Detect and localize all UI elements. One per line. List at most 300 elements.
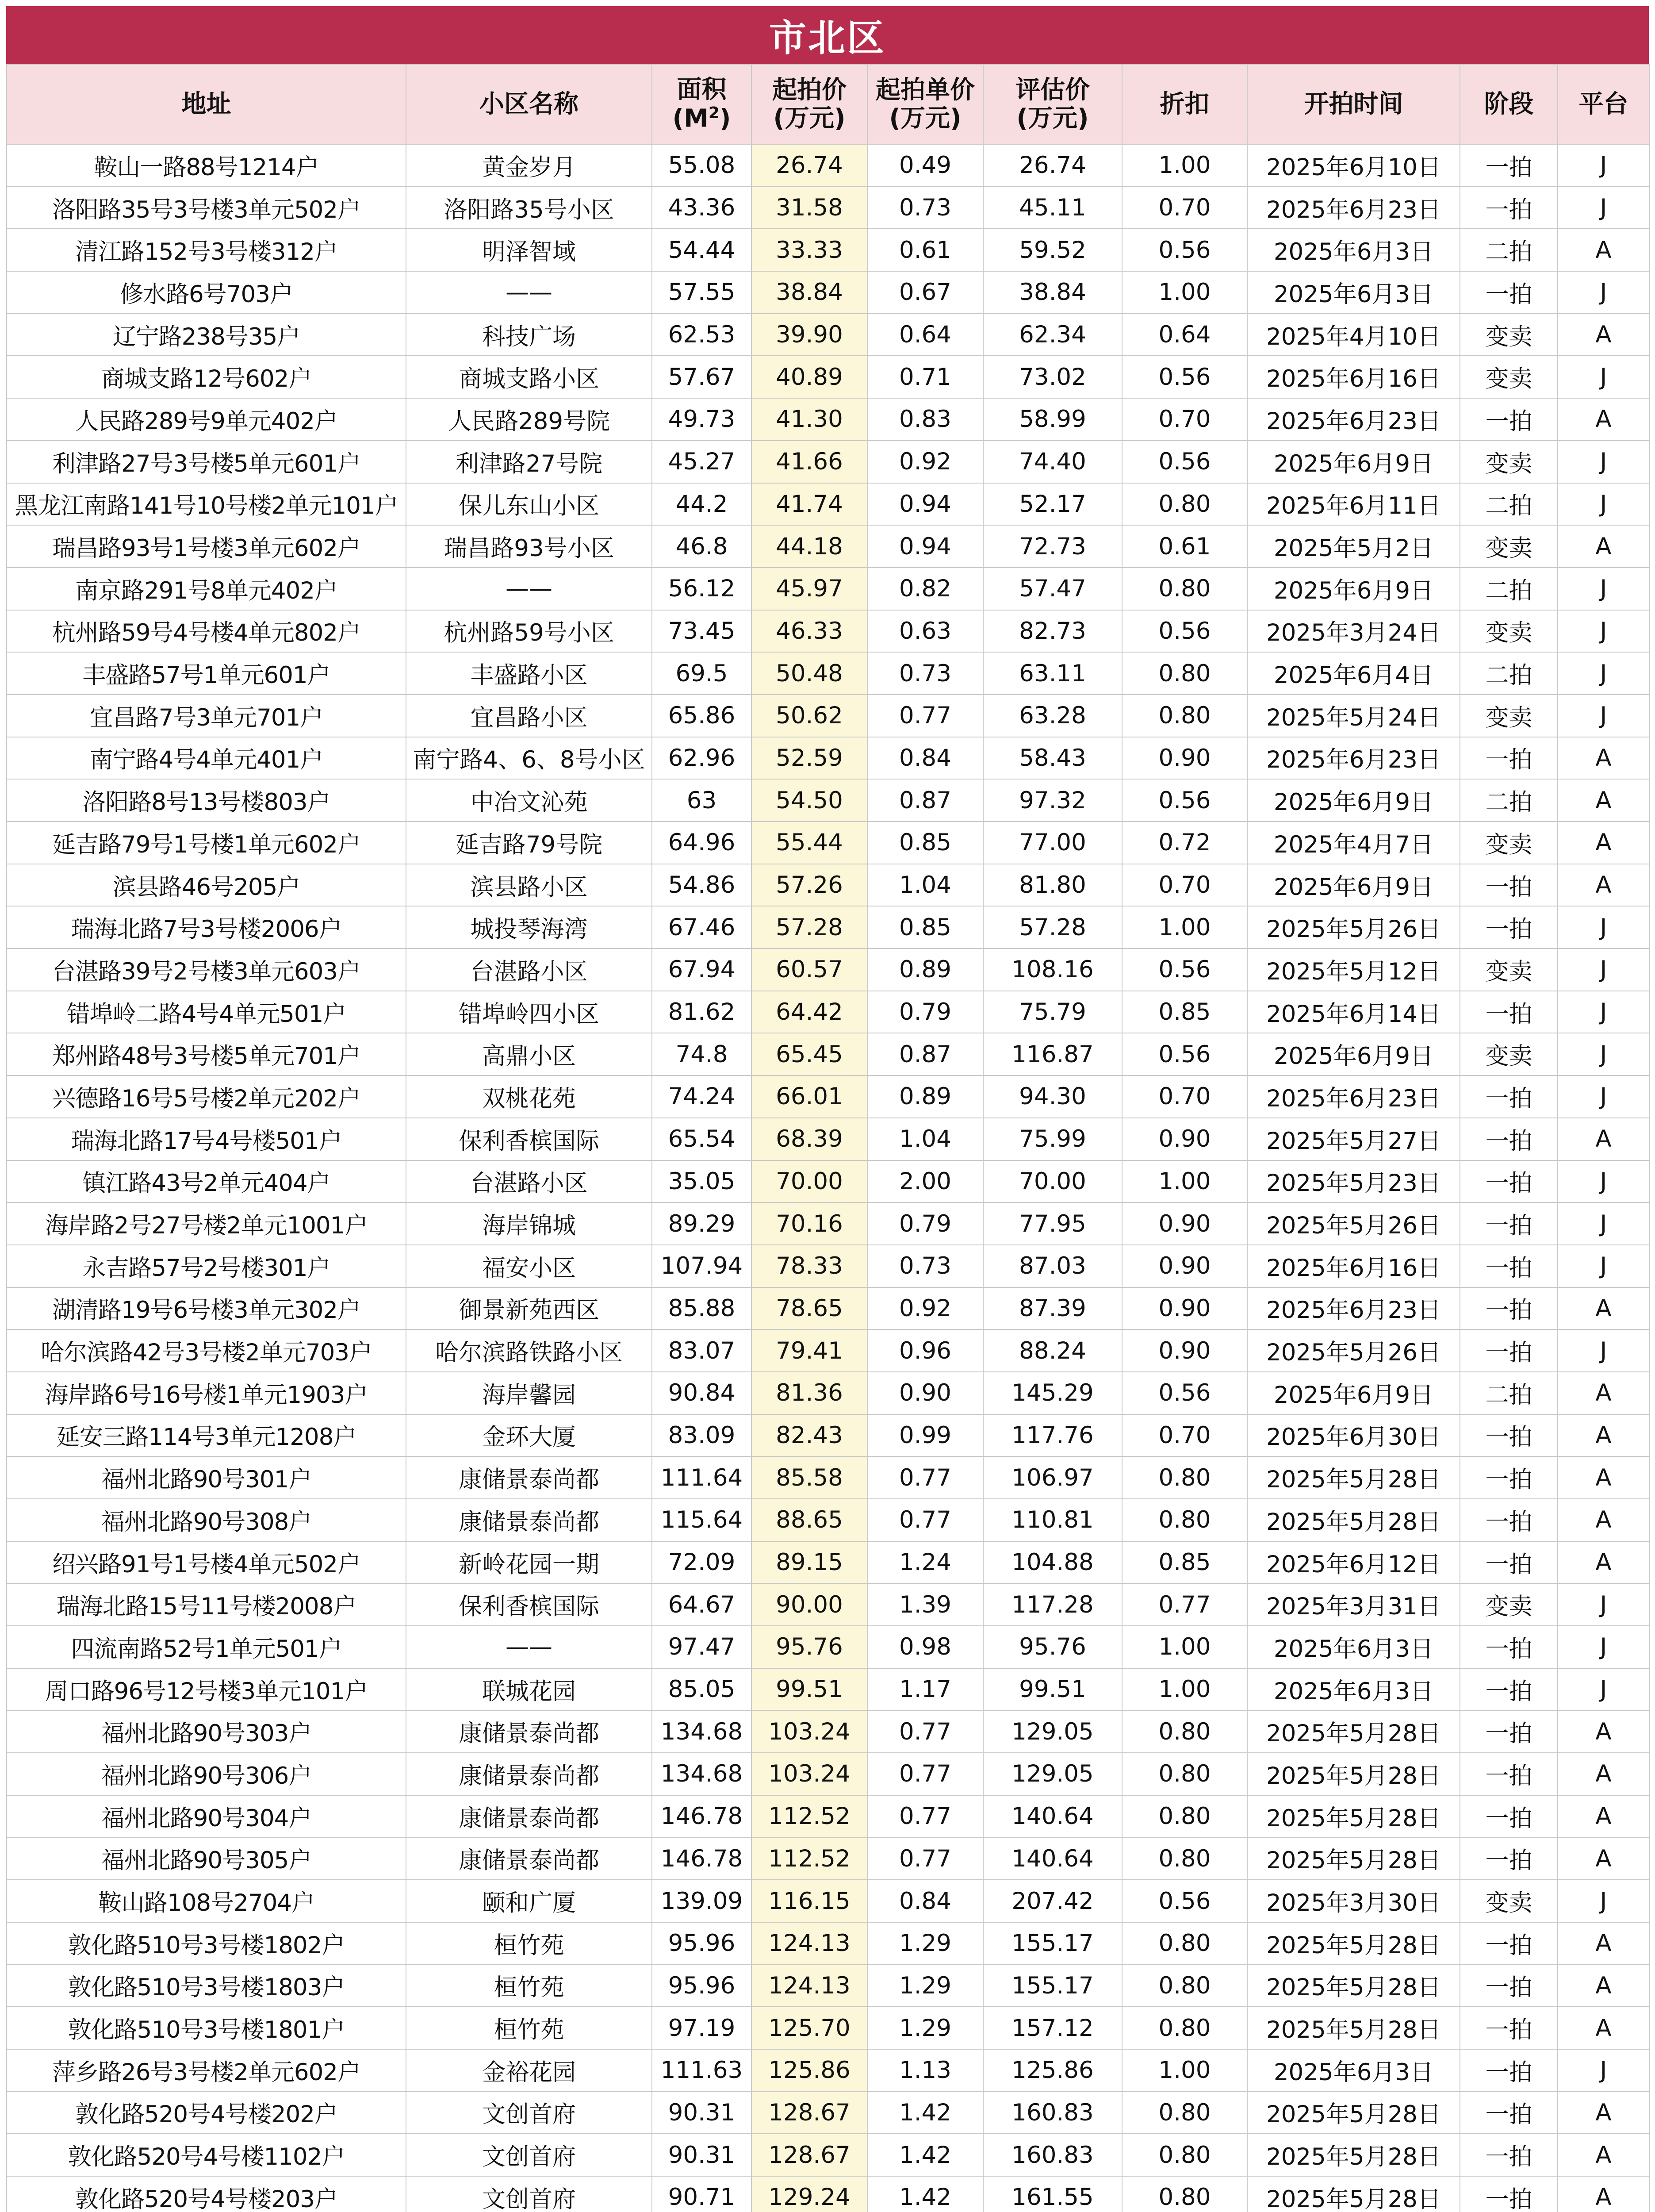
- unit-price-cell: 0.77: [867, 1838, 983, 1880]
- start-time-cell: 2025年4月10日: [1247, 314, 1460, 356]
- header-address: 地址: [7, 65, 406, 144]
- area-cell: 69.5: [652, 652, 751, 695]
- area-cell: 54.44: [652, 229, 751, 271]
- community-cell: 文创首府: [406, 2092, 652, 2134]
- address-cell: 永吉路57号2号楼301户: [7, 1245, 406, 1287]
- start-time-cell: 2025年6月9日: [1247, 1372, 1460, 1414]
- platform-cell: A: [1558, 525, 1649, 568]
- table-row: [7, 610, 1649, 653]
- start-price-cell: 95.76: [751, 1626, 867, 1668]
- stage-cell: 一拍: [1460, 1922, 1558, 1965]
- start-time-cell: 2025年5月28日: [1247, 1795, 1460, 1838]
- community-cell: 海岸馨园: [406, 1372, 652, 1414]
- discount-cell: 0.80: [1122, 1838, 1247, 1880]
- platform-cell: J: [1558, 441, 1649, 483]
- table-row: [7, 1668, 1649, 1711]
- unit-price-cell: 0.92: [867, 441, 983, 483]
- stage-cell: 变卖: [1460, 695, 1558, 737]
- start-price-cell: 78.65: [751, 1287, 867, 1330]
- start-time-cell: 2025年6月23日: [1247, 1287, 1460, 1330]
- community-cell: 康储景泰尚都: [406, 1838, 652, 1880]
- table-row: [7, 187, 1649, 229]
- address-cell: 宜昌路7号3单元701户: [7, 695, 406, 737]
- discount-cell: 1.00: [1122, 2049, 1247, 2092]
- area-cell: 90.31: [652, 2134, 751, 2176]
- start-price-cell: 65.45: [751, 1033, 867, 1075]
- table-row: [7, 441, 1649, 483]
- community-cell: 南宁路4、6、8号小区: [406, 737, 652, 780]
- stage-cell: 一拍: [1460, 737, 1558, 780]
- start-time-cell: 2025年6月14日: [1247, 991, 1460, 1033]
- stage-cell: 一拍: [1460, 1456, 1558, 1499]
- table-row: [7, 314, 1649, 356]
- community-cell: 颐和广厦: [406, 1880, 652, 1922]
- area-cell: 49.73: [652, 398, 751, 441]
- platform-cell: J: [1558, 483, 1649, 526]
- stage-cell: 一拍: [1460, 1202, 1558, 1245]
- community-cell: 保利香槟国际: [406, 1583, 652, 1626]
- start-price-cell: 78.33: [751, 1245, 867, 1287]
- community-cell: 高鼎小区: [406, 1033, 652, 1075]
- table-row: [7, 1456, 1649, 1499]
- stage-cell: 二拍: [1460, 652, 1558, 695]
- area-cell: 73.45: [652, 610, 751, 653]
- table-row: [7, 906, 1649, 949]
- unit-price-cell: 1.42: [867, 2176, 983, 2212]
- table-row: [7, 1329, 1649, 1372]
- stage-cell: 二拍: [1460, 229, 1558, 271]
- area-cell: 72.09: [652, 1541, 751, 1584]
- start-time-cell: 2025年3月24日: [1247, 610, 1460, 653]
- eval-price-cell: 106.97: [983, 1456, 1122, 1499]
- platform-cell: A: [1558, 398, 1649, 441]
- eval-price-cell: 116.87: [983, 1033, 1122, 1075]
- community-cell: 保儿东山小区: [406, 483, 652, 526]
- discount-cell: 1.00: [1122, 1626, 1247, 1668]
- start-price-cell: 116.15: [751, 1880, 867, 1922]
- header-eval-price-line2: (万元): [1016, 104, 1089, 133]
- address-cell: 敦化路520号4号楼1102户: [7, 2134, 406, 2176]
- unit-price-cell: 1.29: [867, 2007, 983, 2049]
- eval-price-cell: 82.73: [983, 610, 1122, 653]
- table-row: [7, 1160, 1649, 1203]
- platform-cell: A: [1558, 2092, 1649, 2134]
- start-price-cell: 85.58: [751, 1456, 867, 1499]
- unit-price-cell: 0.64: [867, 314, 983, 356]
- unit-price-cell: 0.77: [867, 1456, 983, 1499]
- address-cell: 周口路96号12号楼3单元101户: [7, 1668, 406, 1711]
- eval-price-cell: 81.80: [983, 864, 1122, 906]
- address-cell: 福州北路90号301户: [7, 1456, 406, 1499]
- community-cell: 金环大厦: [406, 1414, 652, 1457]
- area-cell: 67.46: [652, 906, 751, 949]
- address-cell: 洛阳路8号13号楼803户: [7, 779, 406, 822]
- stage-cell: 变卖: [1460, 525, 1558, 568]
- unit-price-cell: 0.73: [867, 1245, 983, 1287]
- unit-price-cell: 0.99: [867, 1414, 983, 1457]
- table-row: [7, 1202, 1649, 1245]
- table-row: [7, 356, 1649, 398]
- address-cell: 敦化路520号4号楼203户: [7, 2176, 406, 2212]
- address-cell: 敦化路510号3号楼1802户: [7, 1922, 406, 1965]
- address-cell: 人民路289号9单元402户: [7, 398, 406, 441]
- unit-price-cell: 0.77: [867, 1753, 983, 1795]
- start-price-cell: 112.52: [751, 1838, 867, 1880]
- area-cell: 57.67: [652, 356, 751, 398]
- start-time-cell: 2025年5月27日: [1247, 1118, 1460, 1160]
- eval-price-cell: 97.32: [983, 779, 1122, 822]
- table-row: [7, 1372, 1649, 1414]
- unit-price-cell: 0.87: [867, 1033, 983, 1075]
- platform-cell: J: [1558, 2049, 1649, 2092]
- community-cell: 御景新苑西区: [406, 1287, 652, 1330]
- eval-price-cell: 99.51: [983, 1668, 1122, 1711]
- stage-cell: 一拍: [1460, 2049, 1558, 2092]
- start-price-cell: 70.16: [751, 1202, 867, 1245]
- start-time-cell: 2025年3月31日: [1247, 1583, 1460, 1626]
- eval-price-cell: 161.55: [983, 2176, 1122, 2212]
- stage-cell: 变卖: [1460, 314, 1558, 356]
- address-cell: 清江路152号3号楼312户: [7, 229, 406, 271]
- start-price-cell: 103.24: [751, 1710, 867, 1753]
- start-time-cell: 2025年5月28日: [1247, 1922, 1460, 1965]
- community-cell: 台湛路小区: [406, 1160, 652, 1203]
- unit-price-cell: 0.90: [867, 1372, 983, 1414]
- table-row: [7, 1245, 1649, 1287]
- address-cell: 利津路27号3号楼5单元601户: [7, 441, 406, 483]
- area-cell: 81.62: [652, 991, 751, 1033]
- unit-price-cell: 1.17: [867, 1668, 983, 1711]
- discount-cell: 0.70: [1122, 864, 1247, 906]
- area-cell: 44.2: [652, 483, 751, 526]
- platform-cell: A: [1558, 1795, 1649, 1838]
- table-row: [7, 991, 1649, 1033]
- table-row: [7, 822, 1649, 864]
- start-price-cell: 44.18: [751, 525, 867, 568]
- area-cell: 83.07: [652, 1329, 751, 1372]
- discount-cell: 1.00: [1122, 906, 1247, 949]
- area-cell: 46.8: [652, 525, 751, 568]
- area-cell: 65.54: [652, 1118, 751, 1160]
- platform-cell: A: [1558, 1838, 1649, 1880]
- platform-cell: J: [1558, 1075, 1649, 1118]
- eval-price-cell: 74.40: [983, 441, 1122, 483]
- table-row: [7, 1414, 1649, 1457]
- unit-price-cell: 0.89: [867, 949, 983, 991]
- platform-cell: A: [1558, 1922, 1649, 1965]
- discount-cell: 0.72: [1122, 822, 1247, 864]
- start-time-cell: 2025年6月9日: [1247, 779, 1460, 822]
- start-time-cell: 2025年5月28日: [1247, 2007, 1460, 2049]
- eval-price-cell: 26.74: [983, 144, 1122, 187]
- stage-cell: 一拍: [1460, 1838, 1558, 1880]
- eval-price-cell: 157.12: [983, 2007, 1122, 2049]
- start-price-cell: 41.74: [751, 483, 867, 526]
- area-cell: 95.96: [652, 1965, 751, 2007]
- area-cell: 97.19: [652, 2007, 751, 2049]
- start-price-cell: 66.01: [751, 1075, 867, 1118]
- stage-cell: 一拍: [1460, 398, 1558, 441]
- platform-cell: A: [1558, 1456, 1649, 1499]
- start-price-cell: 57.26: [751, 864, 867, 906]
- community-cell: 瑞昌路93号小区: [406, 525, 652, 568]
- table-row: [7, 695, 1649, 737]
- start-time-cell: 2025年5月26日: [1247, 1329, 1460, 1372]
- platform-cell: J: [1558, 1626, 1649, 1668]
- eval-price-cell: 75.79: [983, 991, 1122, 1033]
- platform-cell: J: [1558, 1329, 1649, 1372]
- eval-price-cell: 87.39: [983, 1287, 1122, 1330]
- area-cell: 146.78: [652, 1795, 751, 1838]
- unit-price-cell: 0.85: [867, 906, 983, 949]
- header-eval-price-line1: 评估价: [1015, 75, 1090, 104]
- table-row: [7, 1583, 1649, 1626]
- start-price-cell: 45.97: [751, 568, 867, 610]
- area-cell: 57.55: [652, 271, 751, 314]
- stage-cell: 变卖: [1460, 822, 1558, 864]
- unit-price-cell: 0.63: [867, 610, 983, 653]
- unit-price-cell: 0.73: [867, 652, 983, 695]
- discount-cell: 0.90: [1122, 1245, 1247, 1287]
- start-price-cell: 50.62: [751, 695, 867, 737]
- start-price-cell: 89.15: [751, 1541, 867, 1584]
- eval-price-cell: 155.17: [983, 1965, 1122, 2007]
- table-row: [7, 652, 1649, 695]
- area-cell: 35.05: [652, 1160, 751, 1203]
- header-start-price: [751, 65, 867, 144]
- start-price-cell: 125.86: [751, 2049, 867, 2092]
- table-row: [7, 2049, 1649, 2092]
- start-price-cell: 82.43: [751, 1414, 867, 1457]
- area-cell: 83.09: [652, 1414, 751, 1457]
- eval-price-cell: 125.86: [983, 2049, 1122, 2092]
- community-cell: 康储景泰尚都: [406, 1456, 652, 1499]
- start-price-cell: 103.24: [751, 1753, 867, 1795]
- stage-cell: 一拍: [1460, 2092, 1558, 2134]
- address-cell: 修水路6号703户: [7, 271, 406, 314]
- start-price-cell: 41.30: [751, 398, 867, 441]
- start-time-cell: 2025年6月9日: [1247, 864, 1460, 906]
- table-row: [7, 2176, 1649, 2212]
- unit-price-cell: 0.61: [867, 229, 983, 271]
- community-cell: 福安小区: [406, 1245, 652, 1287]
- start-price-cell: 128.67: [751, 2134, 867, 2176]
- stage-cell: 一拍: [1460, 2176, 1558, 2212]
- start-time-cell: 2025年6月30日: [1247, 1414, 1460, 1457]
- unit-price-cell: 0.77: [867, 1710, 983, 1753]
- start-price-cell: 99.51: [751, 1668, 867, 1711]
- eval-price-cell: 63.11: [983, 652, 1122, 695]
- unit-price-cell: 1.29: [867, 1922, 983, 1965]
- discount-cell: 0.70: [1122, 1414, 1247, 1457]
- discount-cell: 0.85: [1122, 1541, 1247, 1584]
- table-row: [7, 398, 1649, 441]
- start-time-cell: 2025年5月12日: [1247, 949, 1460, 991]
- platform-cell: J: [1558, 610, 1649, 653]
- discount-cell: 0.56: [1122, 229, 1247, 271]
- area-cell: 56.12: [652, 568, 751, 610]
- address-cell: 杭州路59号4号楼4单元802户: [7, 610, 406, 653]
- header-area: [652, 65, 751, 144]
- stage-cell: 变卖: [1460, 441, 1558, 483]
- community-cell: 海岸锦城: [406, 1202, 652, 1245]
- table-row: [7, 271, 1649, 314]
- stage-cell: 二拍: [1460, 483, 1558, 526]
- community-cell: 康储景泰尚都: [406, 1753, 652, 1795]
- community-cell: 杭州路59号小区: [406, 610, 652, 653]
- address-cell: 南京路291号8单元402户: [7, 568, 406, 610]
- discount-cell: 0.56: [1122, 610, 1247, 653]
- community-cell: 桓竹苑: [406, 1922, 652, 1965]
- platform-cell: J: [1558, 695, 1649, 737]
- platform-cell: A: [1558, 229, 1649, 271]
- stage-cell: 一拍: [1460, 1499, 1558, 1541]
- discount-cell: 0.85: [1122, 991, 1247, 1033]
- platform-cell: A: [1558, 1372, 1649, 1414]
- address-cell: 商城支路12号602户: [7, 356, 406, 398]
- address-cell: 湖清路19号6号楼3单元302户: [7, 1287, 406, 1330]
- address-cell: 延吉路79号1号楼1单元602户: [7, 822, 406, 864]
- unit-price-cell: 0.87: [867, 779, 983, 822]
- area-cell: 67.94: [652, 949, 751, 991]
- community-cell: 中冶文沁苑: [406, 779, 652, 822]
- start-time-cell: 2025年6月4日: [1247, 652, 1460, 695]
- area-cell: 55.08: [652, 144, 751, 187]
- header-area-line2: [652, 104, 751, 133]
- start-time-cell: 2025年5月2日: [1247, 525, 1460, 568]
- community-cell: 桓竹苑: [406, 2007, 652, 2049]
- unit-price-cell: 0.49: [867, 144, 983, 187]
- unit-price-cell: 0.77: [867, 695, 983, 737]
- platform-cell: J: [1558, 1583, 1649, 1626]
- table-row: [7, 1541, 1649, 1584]
- start-time-cell: 2025年6月23日: [1247, 737, 1460, 780]
- table-row: [7, 1753, 1649, 1795]
- table-row: [7, 779, 1649, 822]
- header-platform: 平台: [1558, 65, 1649, 144]
- community-cell: 联城花园: [406, 1668, 652, 1711]
- address-cell: 瑞海北路15号11号楼2008户: [7, 1583, 406, 1626]
- community-cell: ——: [406, 1626, 652, 1668]
- address-cell: 延安三路114号3单元1208户: [7, 1414, 406, 1457]
- eval-price-cell: 77.95: [983, 1202, 1122, 1245]
- area-cell: 65.86: [652, 695, 751, 737]
- address-cell: 滨县路46号205户: [7, 864, 406, 906]
- address-cell: 哈尔滨路42号3号楼2单元703户: [7, 1329, 406, 1372]
- address-cell: 萍乡路26号3号楼2单元602户: [7, 2049, 406, 2092]
- platform-cell: A: [1558, 314, 1649, 356]
- table-row: [7, 1710, 1649, 1753]
- header-area-line1: 面积: [677, 75, 727, 104]
- start-price-cell: 124.13: [751, 1965, 867, 2007]
- area-cell: 54.86: [652, 864, 751, 906]
- area-cell: 90.31: [652, 2092, 751, 2134]
- start-price-cell: 40.89: [751, 356, 867, 398]
- start-time-cell: 2025年5月26日: [1247, 906, 1460, 949]
- start-price-cell: 112.52: [751, 1795, 867, 1838]
- address-cell: 鞍山路108号2704户: [7, 1880, 406, 1922]
- start-time-cell: 2025年6月16日: [1247, 1245, 1460, 1287]
- eval-price-cell: 140.64: [983, 1795, 1122, 1838]
- address-cell: 郑州路48号3号楼5单元701户: [7, 1033, 406, 1075]
- eval-price-cell: 88.24: [983, 1329, 1122, 1372]
- start-price-cell: 88.65: [751, 1499, 867, 1541]
- eval-price-cell: 87.03: [983, 1245, 1122, 1287]
- community-cell: 利津路27号院: [406, 441, 652, 483]
- platform-cell: J: [1558, 187, 1649, 229]
- platform-cell: J: [1558, 1668, 1649, 1711]
- eval-price-cell: 59.52: [983, 229, 1122, 271]
- eval-price-cell: 110.81: [983, 1499, 1122, 1541]
- community-cell: ——: [406, 271, 652, 314]
- platform-cell: A: [1558, 1541, 1649, 1584]
- discount-cell: 0.80: [1122, 2092, 1247, 2134]
- platform-cell: A: [1558, 779, 1649, 822]
- start-price-cell: 39.90: [751, 314, 867, 356]
- address-cell: 敦化路510号3号楼1803户: [7, 1965, 406, 2007]
- start-price-cell: 26.74: [751, 144, 867, 187]
- start-time-cell: 2025年6月23日: [1247, 187, 1460, 229]
- header-area-unit-close: ): [719, 104, 731, 133]
- discount-cell: 0.77: [1122, 1583, 1247, 1626]
- eval-price-cell: 70.00: [983, 1160, 1122, 1203]
- community-cell: 新岭花园一期: [406, 1541, 652, 1584]
- table-row: [7, 1499, 1649, 1541]
- eval-price-cell: 160.83: [983, 2092, 1122, 2134]
- eval-price-cell: 129.05: [983, 1710, 1122, 1753]
- community-cell: 滨县路小区: [406, 864, 652, 906]
- start-price-cell: 60.57: [751, 949, 867, 991]
- community-cell: 科技广场: [406, 314, 652, 356]
- platform-cell: A: [1558, 1287, 1649, 1330]
- table-row: [7, 2092, 1649, 2134]
- platform-cell: J: [1558, 652, 1649, 695]
- stage-cell: 一拍: [1460, 906, 1558, 949]
- area-cell: 85.05: [652, 1668, 751, 1711]
- area-cell: 134.68: [652, 1753, 751, 1795]
- area-cell: 74.24: [652, 1075, 751, 1118]
- community-cell: 明泽智域: [406, 229, 652, 271]
- stage-cell: 一拍: [1460, 2007, 1558, 2049]
- table-row: [7, 864, 1649, 906]
- community-cell: 康储景泰尚都: [406, 1710, 652, 1753]
- stage-cell: 变卖: [1460, 1583, 1558, 1626]
- platform-cell: J: [1558, 271, 1649, 314]
- address-cell: 台湛路39号2号楼3单元603户: [7, 949, 406, 991]
- stage-cell: 一拍: [1460, 1414, 1558, 1457]
- unit-price-cell: 0.94: [867, 525, 983, 568]
- eval-price-cell: 45.11: [983, 187, 1122, 229]
- discount-cell: 0.90: [1122, 1287, 1247, 1330]
- header-stage: 阶段: [1460, 65, 1558, 144]
- platform-cell: A: [1558, 2176, 1649, 2212]
- table-row: [7, 1838, 1649, 1880]
- unit-price-cell: 1.04: [867, 864, 983, 906]
- area-cell: 64.96: [652, 822, 751, 864]
- unit-price-cell: 1.24: [867, 1541, 983, 1584]
- start-price-cell: 55.44: [751, 822, 867, 864]
- unit-price-cell: 2.00: [867, 1160, 983, 1203]
- community-cell: 台湛路小区: [406, 949, 652, 991]
- table-row: [7, 2007, 1649, 2049]
- start-price-cell: 129.24: [751, 2176, 867, 2212]
- start-price-cell: 54.50: [751, 779, 867, 822]
- community-cell: 保利香槟国际: [406, 1118, 652, 1160]
- stage-cell: 二拍: [1460, 779, 1558, 822]
- start-time-cell: 2025年6月12日: [1247, 1541, 1460, 1584]
- address-cell: 辽宁路238号35户: [7, 314, 406, 356]
- stage-cell: 一拍: [1460, 1626, 1558, 1668]
